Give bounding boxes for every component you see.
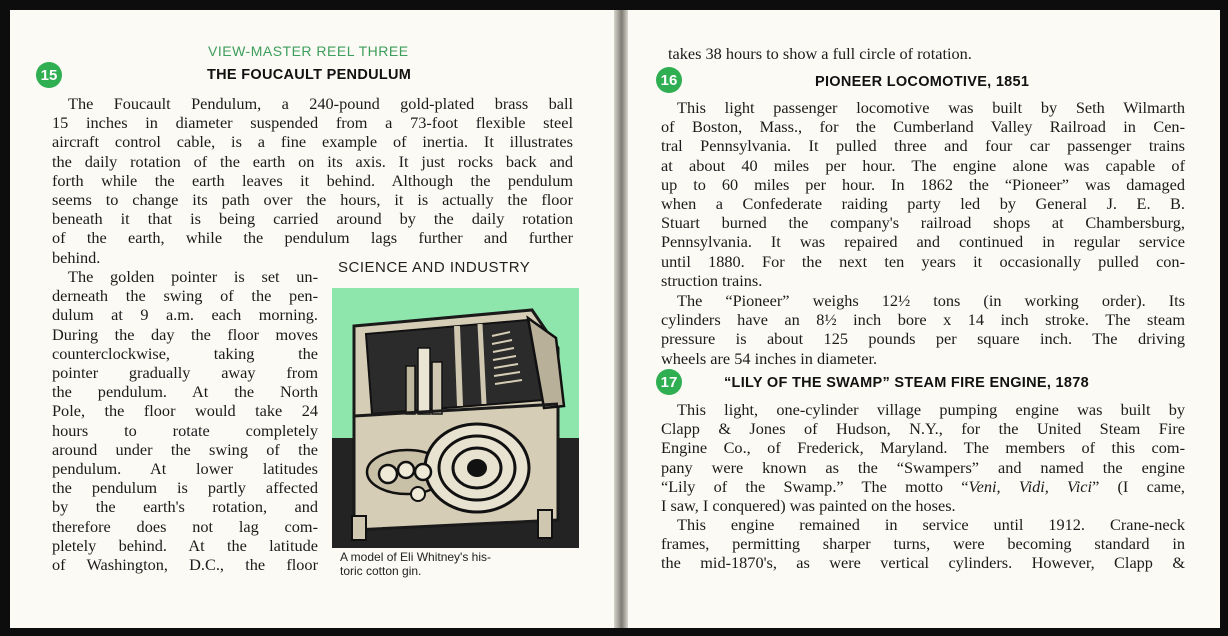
text-line: derneath the swing of the pen- xyxy=(52,286,318,306)
text-line: Engine Co., of Frederick, Maryland. The members of this com- xyxy=(661,438,1185,458)
item-title-16: PIONEER LOCOMOTIVE, 1851 xyxy=(815,74,1030,90)
text-line: Clapp & Jones of Hudson, N.Y., for the United Steam Fire xyxy=(661,419,1185,439)
paragraph-17-2 xyxy=(661,515,1185,573)
text-line: frames, permitting sharper turns, were becoming standard in xyxy=(661,534,1185,554)
paragraph-15-1 xyxy=(52,94,573,267)
item-title-15: THE FOUCAULT PENDULUM xyxy=(207,67,412,83)
text-line: wheels are 54 inches in diameter. xyxy=(661,348,878,368)
right-page xyxy=(628,10,1220,628)
paragraph-16-1 xyxy=(661,98,1185,290)
paragraph-15-2 xyxy=(52,267,318,574)
text-line: The Foucault Pendulum, a 240-pound gold-plated brass ball xyxy=(68,94,573,113)
cotton-gin-drawing xyxy=(332,288,579,548)
item-title-17: “LILY OF THE SWAMP” STEAM FIRE ENGINE, 1878 xyxy=(724,375,1089,391)
text-line: beneath it that is being carried around by the daily rotation xyxy=(52,209,573,229)
text-line: cylinders have an 8½ inch bore x 14 inch stroke. The steam xyxy=(661,310,1185,330)
text-line: takes 38 hours to show a full circle of rotation. xyxy=(668,44,972,63)
text-line: the daily rotation of the earth on its axis. It just rocks back and xyxy=(52,151,573,171)
text-line: behind. xyxy=(52,247,101,267)
text-line: dulum at 9 a.m. each morning. xyxy=(52,305,318,325)
text-line: at about 40 miles per hour. The engine alone was capable of xyxy=(661,155,1185,175)
text-line: aircraft control cable, is a fine example of inertia. It illustrates xyxy=(52,132,573,152)
text-line: around under the swing of the xyxy=(52,439,318,459)
text-line: hours to rotate completely xyxy=(52,420,318,440)
figure-caption xyxy=(340,550,580,578)
text-line: the pendulum is partly affected xyxy=(52,478,318,498)
text-line: counterclockwise, taking the xyxy=(52,343,318,363)
item-number-badge-17: 17 xyxy=(656,369,682,395)
text-line: of Washington, D.C., the floor xyxy=(52,555,318,575)
section-label: SCIENCE AND INDUSTRY xyxy=(338,259,531,276)
text-line: until 1880. For the next ten years it occasionally pulled con- xyxy=(661,251,1185,271)
text-line: therefore does not lag com- xyxy=(52,516,318,536)
motto-text: Veni, Vidi, Vici xyxy=(968,476,1093,496)
text-line: Pennsylvania. It was repaired and continued in regular service xyxy=(661,232,1185,252)
text-line: tral Pennsylvania. It pulled three and four car passenger trains xyxy=(661,136,1185,156)
text-line: Pole, the floor would take 24 xyxy=(52,401,318,421)
text-line: pressure is about 125 pounds per square inch. The driving xyxy=(661,329,1185,349)
text-line: The “Pioneer” weighs 12½ tons (in working order). Its xyxy=(677,291,1185,310)
text-line: pletely behind. At the latitude xyxy=(52,535,318,555)
book-gutter xyxy=(614,10,628,628)
item-number-badge-15: 15 xyxy=(36,62,62,88)
text-line: the pendulum. At the North xyxy=(52,382,318,402)
motto-prefix: “Lily of the Swamp.” The motto “ xyxy=(661,476,969,496)
cotton-gin-illustration xyxy=(332,288,579,548)
text-line: by the earth's rotation, and xyxy=(52,497,318,517)
text-line: Stuart burned the company's railroad shops at Chambersburg, xyxy=(661,213,1185,233)
text-line: pany were known as the “Swampers” and named the engine xyxy=(661,457,1185,477)
left-page xyxy=(10,10,614,628)
caption-line: toric cotton gin. xyxy=(340,564,422,578)
text-line: the mid-1870's, as were vertical cylinders. However, Clapp & xyxy=(661,553,1185,573)
text-line: forth while the earth leaves it behind. Although the pendulum xyxy=(52,170,573,190)
text-line: pointer gradually away from xyxy=(52,363,318,383)
text-line: This engine remained in service until 1912. Crane-neck xyxy=(677,515,1185,534)
text-line: 15 inches in diameter suspended from a 73-foot flexible steel xyxy=(52,113,573,133)
text-line-with-motto xyxy=(661,477,1185,496)
text-line: when a Confederate raiding party led by General J. E. B. xyxy=(661,194,1185,214)
caption-line: A model of Eli Whitney's his- xyxy=(340,550,492,564)
text-line: This light passenger locomotive was built by Seth Wilmarth xyxy=(677,98,1185,117)
text-line: seems to change its path over the hours, it is actually the floor xyxy=(52,190,573,210)
text-line: of Boston, Mass., for the Cumberland Valley Railroad in Cen- xyxy=(661,117,1185,137)
paragraph-17-1 xyxy=(661,400,1185,515)
text-line: up to 60 miles per hour. In 1862 the “Pioneer” was damaged xyxy=(661,174,1185,194)
text-line: This light, one-cylinder village pumping engine was built by xyxy=(677,400,1185,419)
text-line: pendulum. At lower latitudes xyxy=(52,459,318,479)
text-line: of the earth, while the pendulum lags further and further xyxy=(52,228,573,248)
motto-suffix: ” (I came, xyxy=(1092,476,1185,496)
continuation-line xyxy=(668,44,1188,63)
text-line: The golden pointer is set un- xyxy=(68,267,318,286)
text-line: struction trains. xyxy=(661,270,763,290)
text-line: I saw, I conquered) was painted on the hoses. xyxy=(661,496,956,516)
item-number-badge-16: 16 xyxy=(656,67,682,93)
reel-header: VIEW-MASTER REEL THREE xyxy=(208,43,409,59)
text-line: During the day the floor moves xyxy=(52,324,318,344)
paragraph-16-2 xyxy=(661,291,1185,368)
